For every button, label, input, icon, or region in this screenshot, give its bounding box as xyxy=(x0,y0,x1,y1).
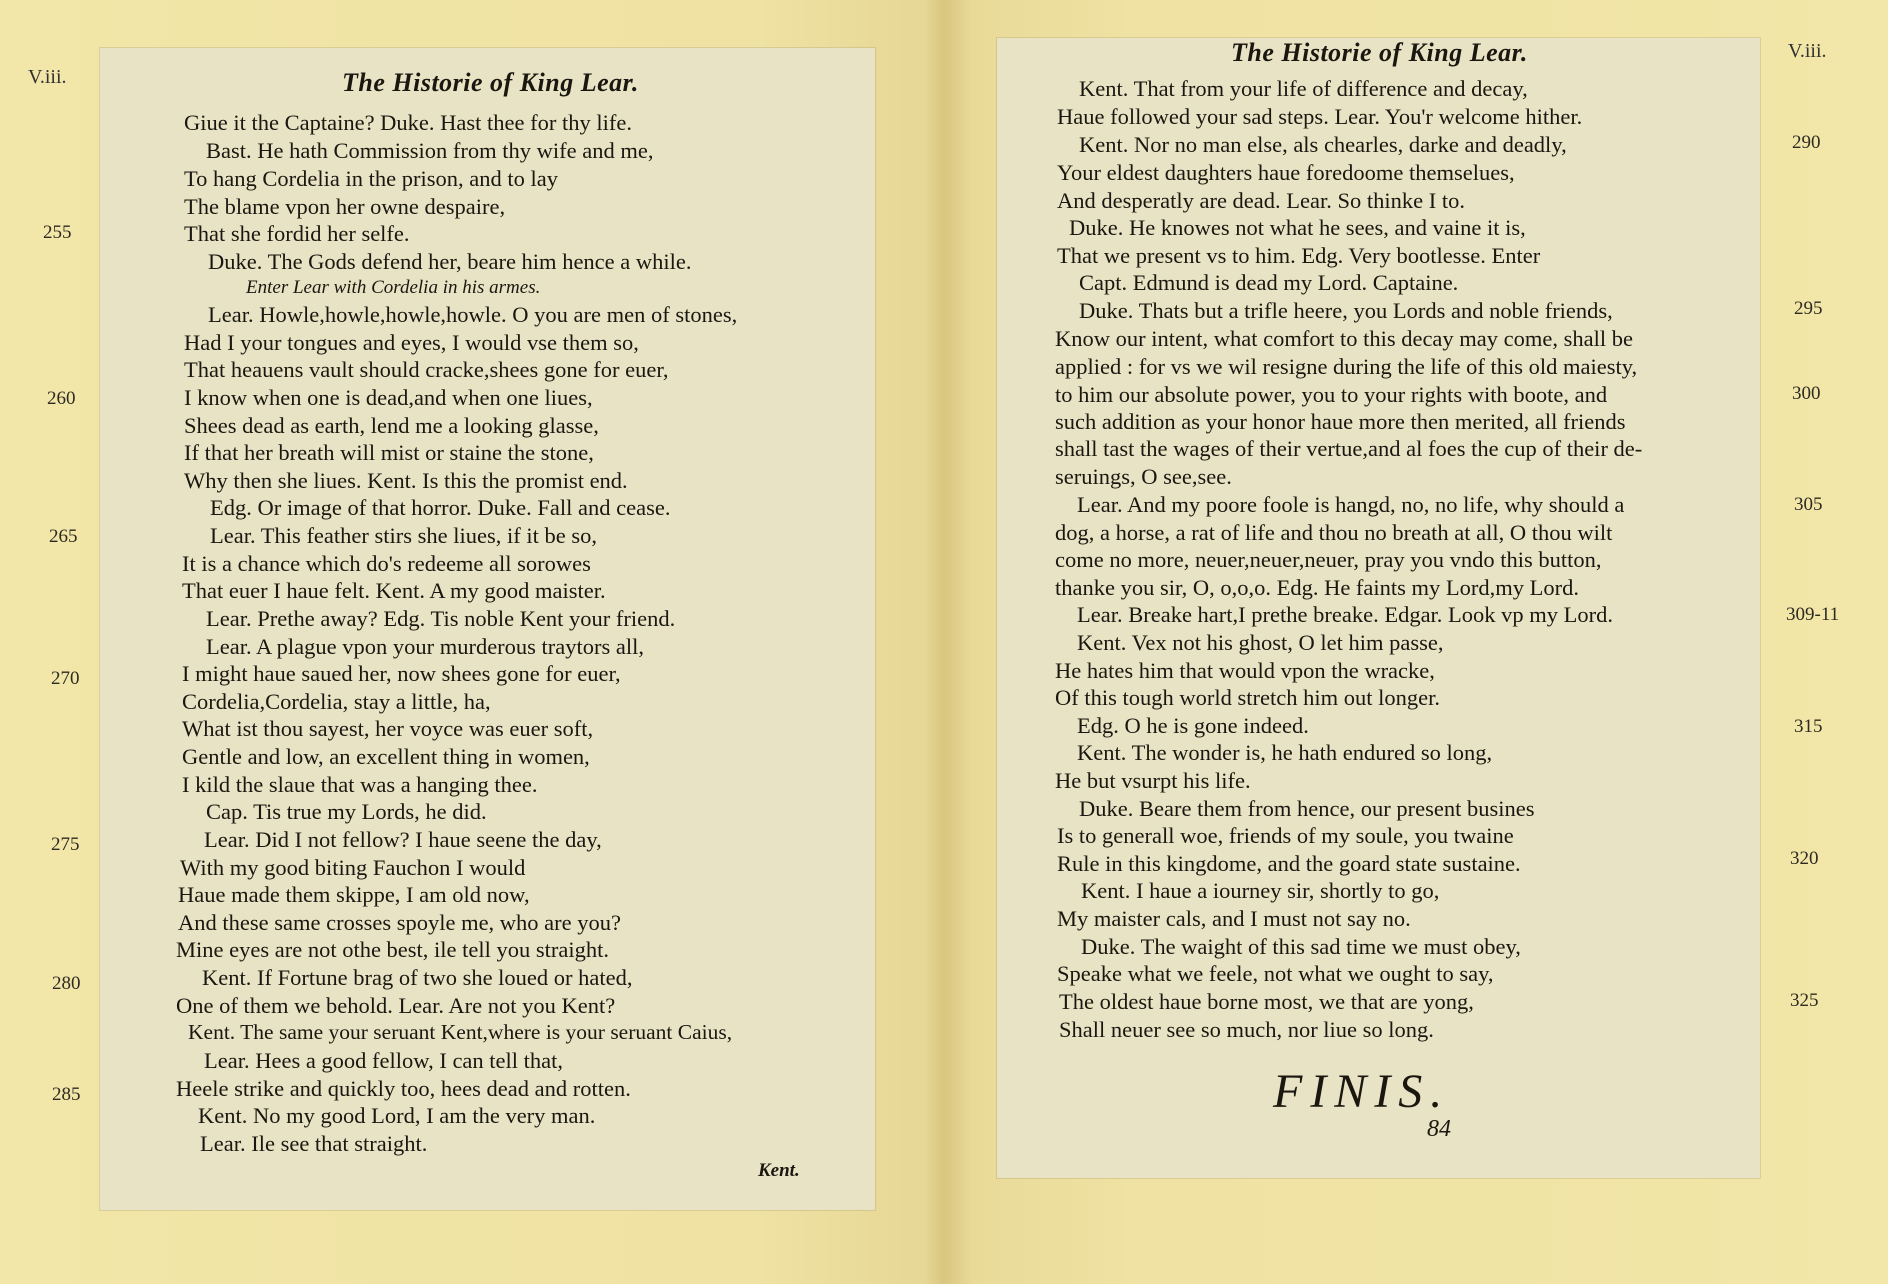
text-line: Kent. No my good Lord, I am the very man. xyxy=(198,1103,596,1128)
text-line: It is a chance which do's redeeme all sorowes xyxy=(182,551,591,576)
text-line: Edg. O he is gone indeed. xyxy=(1077,713,1309,738)
text-line: Kent. Nor no man else, als chearles, darke and deadly, xyxy=(1079,132,1567,157)
text-line: Kent. Vex not his ghost, O let him passe, xyxy=(1077,630,1444,655)
text-line: Your eldest daughters haue foredoome themselues, xyxy=(1057,160,1515,185)
text-line: Duke. The waight of this sad time we must obey, xyxy=(1081,934,1521,959)
text-line: Duke. Beare them from hence, our present busines xyxy=(1079,796,1535,821)
text-line: Kent. The same your seruant Kent,where is your seruant Caius, xyxy=(188,1020,733,1044)
text-line: Know our intent, what comfort to this decay may come, shall be xyxy=(1055,326,1633,351)
text-line: Shees dead as earth, lend me a looking glasse, xyxy=(184,413,599,438)
text-line: What ist thou sayest, her voyce was euer soft, xyxy=(182,716,594,741)
text-line: thanke you sir, O, o,o,o. Edg. He faints my Lord,my Lord. xyxy=(1055,575,1580,600)
line-number: 275 xyxy=(51,834,80,855)
line-number: 295 xyxy=(1794,298,1823,319)
text-line: And these same crosses spoyle me, who are you? xyxy=(178,910,622,935)
line-number: 285 xyxy=(52,1084,81,1105)
text-line: Is to generall woe, friends of my soule, you twaine xyxy=(1057,823,1514,848)
catchword: Kent. xyxy=(758,1160,800,1181)
text-line: Lear. Did I not fellow? I haue seene the day, xyxy=(204,827,602,852)
finis-mark: FINIS. xyxy=(1273,1065,1451,1118)
line-number: 309-11 xyxy=(1786,604,1840,625)
text-line: I kild the slaue that was a hanging thee. xyxy=(182,772,538,797)
text-line: Lear. A plague vpon your murderous traytors all, xyxy=(206,634,645,659)
right-running-head: The Historie of King Lear. xyxy=(1231,38,1528,67)
line-number: 300 xyxy=(1792,383,1821,404)
line-number: 280 xyxy=(52,973,81,994)
left-running-head: The Historie of King Lear. xyxy=(342,68,639,97)
text-line: Cap. Tis true my Lords, he did. xyxy=(206,799,487,824)
text-line: One of them we behold. Lear. Are not you Kent? xyxy=(176,993,616,1018)
text-line: Of this tough world stretch him out longer. xyxy=(1055,685,1440,710)
text-line: dog, a horse, a rat of life and thou no breath at all, O thou wilt xyxy=(1055,520,1613,545)
text-line: Lear. Breake hart,I prethe breake. Edgar. Look vp my Lord. xyxy=(1077,602,1614,627)
text-line: shall tast the wages of their vertue,and al foes the cup of their de- xyxy=(1055,436,1643,461)
line-number: 325 xyxy=(1790,990,1819,1011)
line-number: 315 xyxy=(1794,716,1823,737)
text-line: Why then she liues. Kent. Is this the promist end. xyxy=(184,468,628,493)
line-number: 290 xyxy=(1792,132,1821,153)
text-line: Lear. And my poore foole is hangd, no, no life, why should a xyxy=(1077,492,1625,517)
text-line: Edg. Or image of that horror. Duke. Fall and cease. xyxy=(210,495,671,520)
stage-direction: Enter Lear with Cordelia in his armes. xyxy=(246,277,541,298)
text-line: Kent. The wonder is, he hath endured so long, xyxy=(1077,740,1493,765)
text-line: He but vsurpt his life. xyxy=(1055,768,1251,793)
text-line: Kent. If Fortune brag of two she loued or hated, xyxy=(202,965,633,990)
line-number: 265 xyxy=(49,526,78,547)
text-line: Capt. Edmund is dead my Lord. Captaine. xyxy=(1079,270,1459,295)
text-line: Lear. This feather stirs she liues, if it be so, xyxy=(210,523,597,548)
text-line: Rule in this kingdome, and the goard state sustaine. xyxy=(1057,851,1521,876)
text-line: That we present vs to him. Edg. Very bootlesse. Enter xyxy=(1057,243,1541,268)
text-line: With my good biting Fauchon I would xyxy=(180,855,526,880)
text-line: Bast. He hath Commission from thy wife and me, xyxy=(206,138,654,163)
text-line: Kent. I haue a iourney sir, shortly to go, xyxy=(1081,878,1440,903)
text-line: Heele strike and quickly too, hees dead and rotten. xyxy=(176,1076,631,1101)
line-number: 305 xyxy=(1794,494,1823,515)
text-line: Cordelia,Cordelia, stay a little, ha, xyxy=(182,689,491,714)
text-line: Haue followed your sad steps. Lear. You'r welcome hither. xyxy=(1057,104,1583,129)
text-line: Duke. The Gods defend her, beare him hence a while. xyxy=(208,249,692,274)
text-line: Mine eyes are not othe best, ile tell you straight. xyxy=(176,937,610,962)
text-line: That she fordid her selfe. xyxy=(184,221,410,246)
line-number: 260 xyxy=(47,388,76,409)
text-line: Gentle and low, an excellent thing in women, xyxy=(182,744,590,769)
line-number: 320 xyxy=(1790,848,1819,869)
text-line: Speake what we feele, not what we ought to say, xyxy=(1057,961,1494,986)
text-line: My maister cals, and I must not say no. xyxy=(1057,906,1411,931)
text-line: to him our absolute power, you to your rights with boote, and xyxy=(1055,382,1608,407)
text-line: That euer I haue felt. Kent. A my good maister. xyxy=(182,578,606,603)
text-line: I might haue saued her, now shees gone for euer, xyxy=(182,661,621,686)
text-line: Shall neuer see so much, nor liue so long. xyxy=(1059,1017,1434,1042)
text-line: The blame vpon her owne despaire, xyxy=(184,194,506,219)
text-line: such addition as your honor haue more then merited, all friends xyxy=(1055,409,1626,434)
left-facsimile-page xyxy=(100,48,875,1210)
text-line: Haue made them skippe, I am old now, xyxy=(178,882,530,907)
text-line: To hang Cordelia in the prison, and to lay xyxy=(184,166,558,191)
text-line: Duke. Thats but a trifle heere, you Lords and noble friends, xyxy=(1079,298,1613,323)
text-line: Kent. That from your life of difference and decay, xyxy=(1079,76,1528,101)
text-line: Duke. He knowes not what he sees, and vaine it is, xyxy=(1069,215,1526,240)
text-line: Giue it the Captaine? Duke. Hast thee for thy life. xyxy=(184,110,632,135)
text-line: Lear. Prethe away? Edg. Tis noble Kent your friend. xyxy=(206,606,676,631)
text-line: He hates him that would vpon the wracke, xyxy=(1055,658,1435,683)
line-number: 270 xyxy=(51,668,80,689)
text-line: That heauens vault should cracke,shees gone for euer, xyxy=(184,357,669,382)
text-line: come no more, neuer,neuer,neuer, pray you vndo this button, xyxy=(1055,547,1602,572)
right-act-reference: V.iii. xyxy=(1788,40,1827,62)
left-act-reference: V.iii. xyxy=(28,66,67,88)
text-line: The oldest haue borne most, we that are yong, xyxy=(1059,989,1474,1014)
text-line: And desperatly are dead. Lear. So thinke I to. xyxy=(1057,188,1465,213)
text-line: Lear. Ile see that straight. xyxy=(200,1131,428,1156)
text-line: I know when one is dead,and when one liues, xyxy=(184,385,593,410)
text-line: applied : for vs we wil resigne during the life of this old maiesty, xyxy=(1055,354,1638,379)
text-line: Lear. Hees a good fellow, I can tell that, xyxy=(204,1048,564,1073)
text-line: Had I your tongues and eyes, I would vse them so, xyxy=(184,330,639,355)
text-line: seruings, O see,see. xyxy=(1055,464,1232,489)
right-facsimile-page xyxy=(997,38,1760,1178)
text-line: If that her breath will mist or staine the stone, xyxy=(184,440,594,465)
signature-mark: 84 xyxy=(1427,1116,1451,1142)
line-number: 255 xyxy=(43,222,72,243)
text-line: Lear. Howle,howle,howle,howle. O you are men of stones, xyxy=(208,302,738,327)
